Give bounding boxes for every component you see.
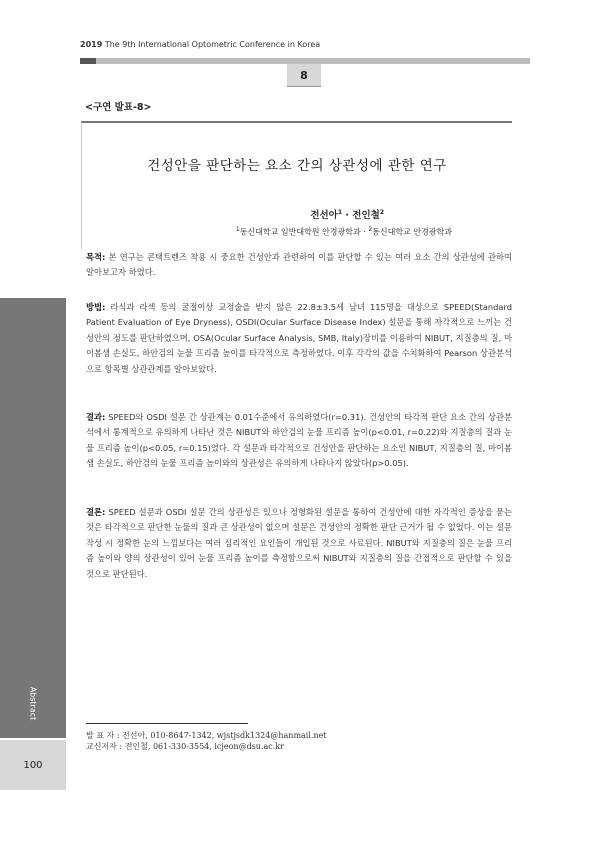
footnote-presenter: 발 표 자 : 전선아, 010-8647-1342, wjstjsdk1324@hanmail.net [86,731,327,740]
section-text: SPEED 설문과 OSDI 설문 간의 상관성은 있으나 정형화된 설문을 통하여 건성안에 대한 자각적인 증상을 묻는 것은 타각적으로 판단한 눈물의 질과 큰 상관성이 없으며 설문은 건성안의 정확한 판단 근거가 될 수 없었다. 이는 설문 작성 시 정확한 눈의 느낌보다는 여러 심리적인 요인들이 개입된 것으로 사료된다. NIBUT와 지질층의 질은 눈물 프리즘 높이와 양의 상관성이 있어 눈물 프리즘 높이를 측정함으로써 NIBUT와 지질층의 질을 간접적으로 판단할 수 있을 것으로 판단된다. [86,507,512,579]
header-conference: The 9th International Optometric Conference in Korea [104,40,321,49]
affiliation-line [236,226,452,238]
section-conclusion [86,505,512,582]
session-label: <구연 발표-8> [85,102,152,113]
section-purpose [86,250,512,281]
section-label: 목적: [86,252,106,262]
running-header [80,40,320,49]
author-2-sup: 2 [379,208,384,216]
page-number: 100 [0,740,66,790]
affil-2: 동신대학교 안경광학과 [372,227,452,237]
footnote-corresponding: 교신저자 : 전인철, 061-330-3554, icjeon@dsu.ac.kr [86,742,284,751]
author-line [310,207,384,221]
author-2: 전인철 [352,210,380,221]
section-label: 결과: [86,412,106,422]
side-tab [0,298,66,738]
section-text: SPEED와 OSDI 설문 간 상관계는 0.01수준에서 유의하였다(r=0.31). 건성안의 타각적 판단 요소 간의 상관분석에서 통계적으로 유의하게 나타난 것은 NIBUT와 하안검의 눈물 프리즘 높이(p<0.01, r=0.22)와 지질층의 질과 눈물 프리즘 높이(p<0.05, r=0.15)였다. 각 설문과 타각적으로 건성안을 판단하는 요소인 NIBUT, 지질층의 질, 마이봄샘 손실도, 하안검의 눈물 프리즘 높이와의 상관성은 유의하게 나타나지 않았다(p>0.05). [86,412,512,469]
affil-1-sup: 1 [235,226,240,233]
section-text: 라식과 라섹 등의 굴절이상 교정술을 받지 않은 22.8±3.5세 남녀 115명을 대상으로 SPEED(Standard Patient Evaluation of Eye Dryness), OSDI(Ocular Surface Disease Index) 설문을 통해 자각적으로 느끼는 건성안의 정도를 판단하였으며, OSA(Ocular Surface Analysis, SMB, Italy)장비를 이용하여 NIBUT, 지질층의 질, 마이봄샘 손실도, 하안검의 눈물 프리즘 높이를 타각적으로 측정하였다. 이후 각각의 값을 수치화하여 Pearson 상관분석으로 항목별 상관관계를 알아보았다. [86,302,512,374]
affil-1: 동신대학교 일반대학원 안경광학과 · [239,227,369,237]
section-label: 방법: [86,302,106,312]
side-tab-label: Abstract [28,686,38,720]
paper-title: 건성안을 판단하는 요소 간의 상관성에 관한 연구 [147,158,447,174]
presentation-number-tab: 8 [287,64,321,87]
author-separator: · [342,210,353,221]
section-label: 결론: [86,507,106,517]
affil-2-sup: 2 [368,226,373,233]
header-bar-accent [80,58,96,64]
section-methods [86,300,512,377]
title-box [81,121,512,249]
header-year: 2019 [80,40,103,49]
section-text: 본 연구는 콘택트렌즈 착용 시 중요한 건성안과 관련하여 이를 판단할 수 있는 여러 요소 간의 상관성에 관하여 알아보고자 하였다. [86,252,512,278]
footnote-rule [86,723,248,724]
author-1: 전선아 [310,210,338,221]
section-results [86,410,512,472]
author-1-sup: 1 [337,208,343,216]
